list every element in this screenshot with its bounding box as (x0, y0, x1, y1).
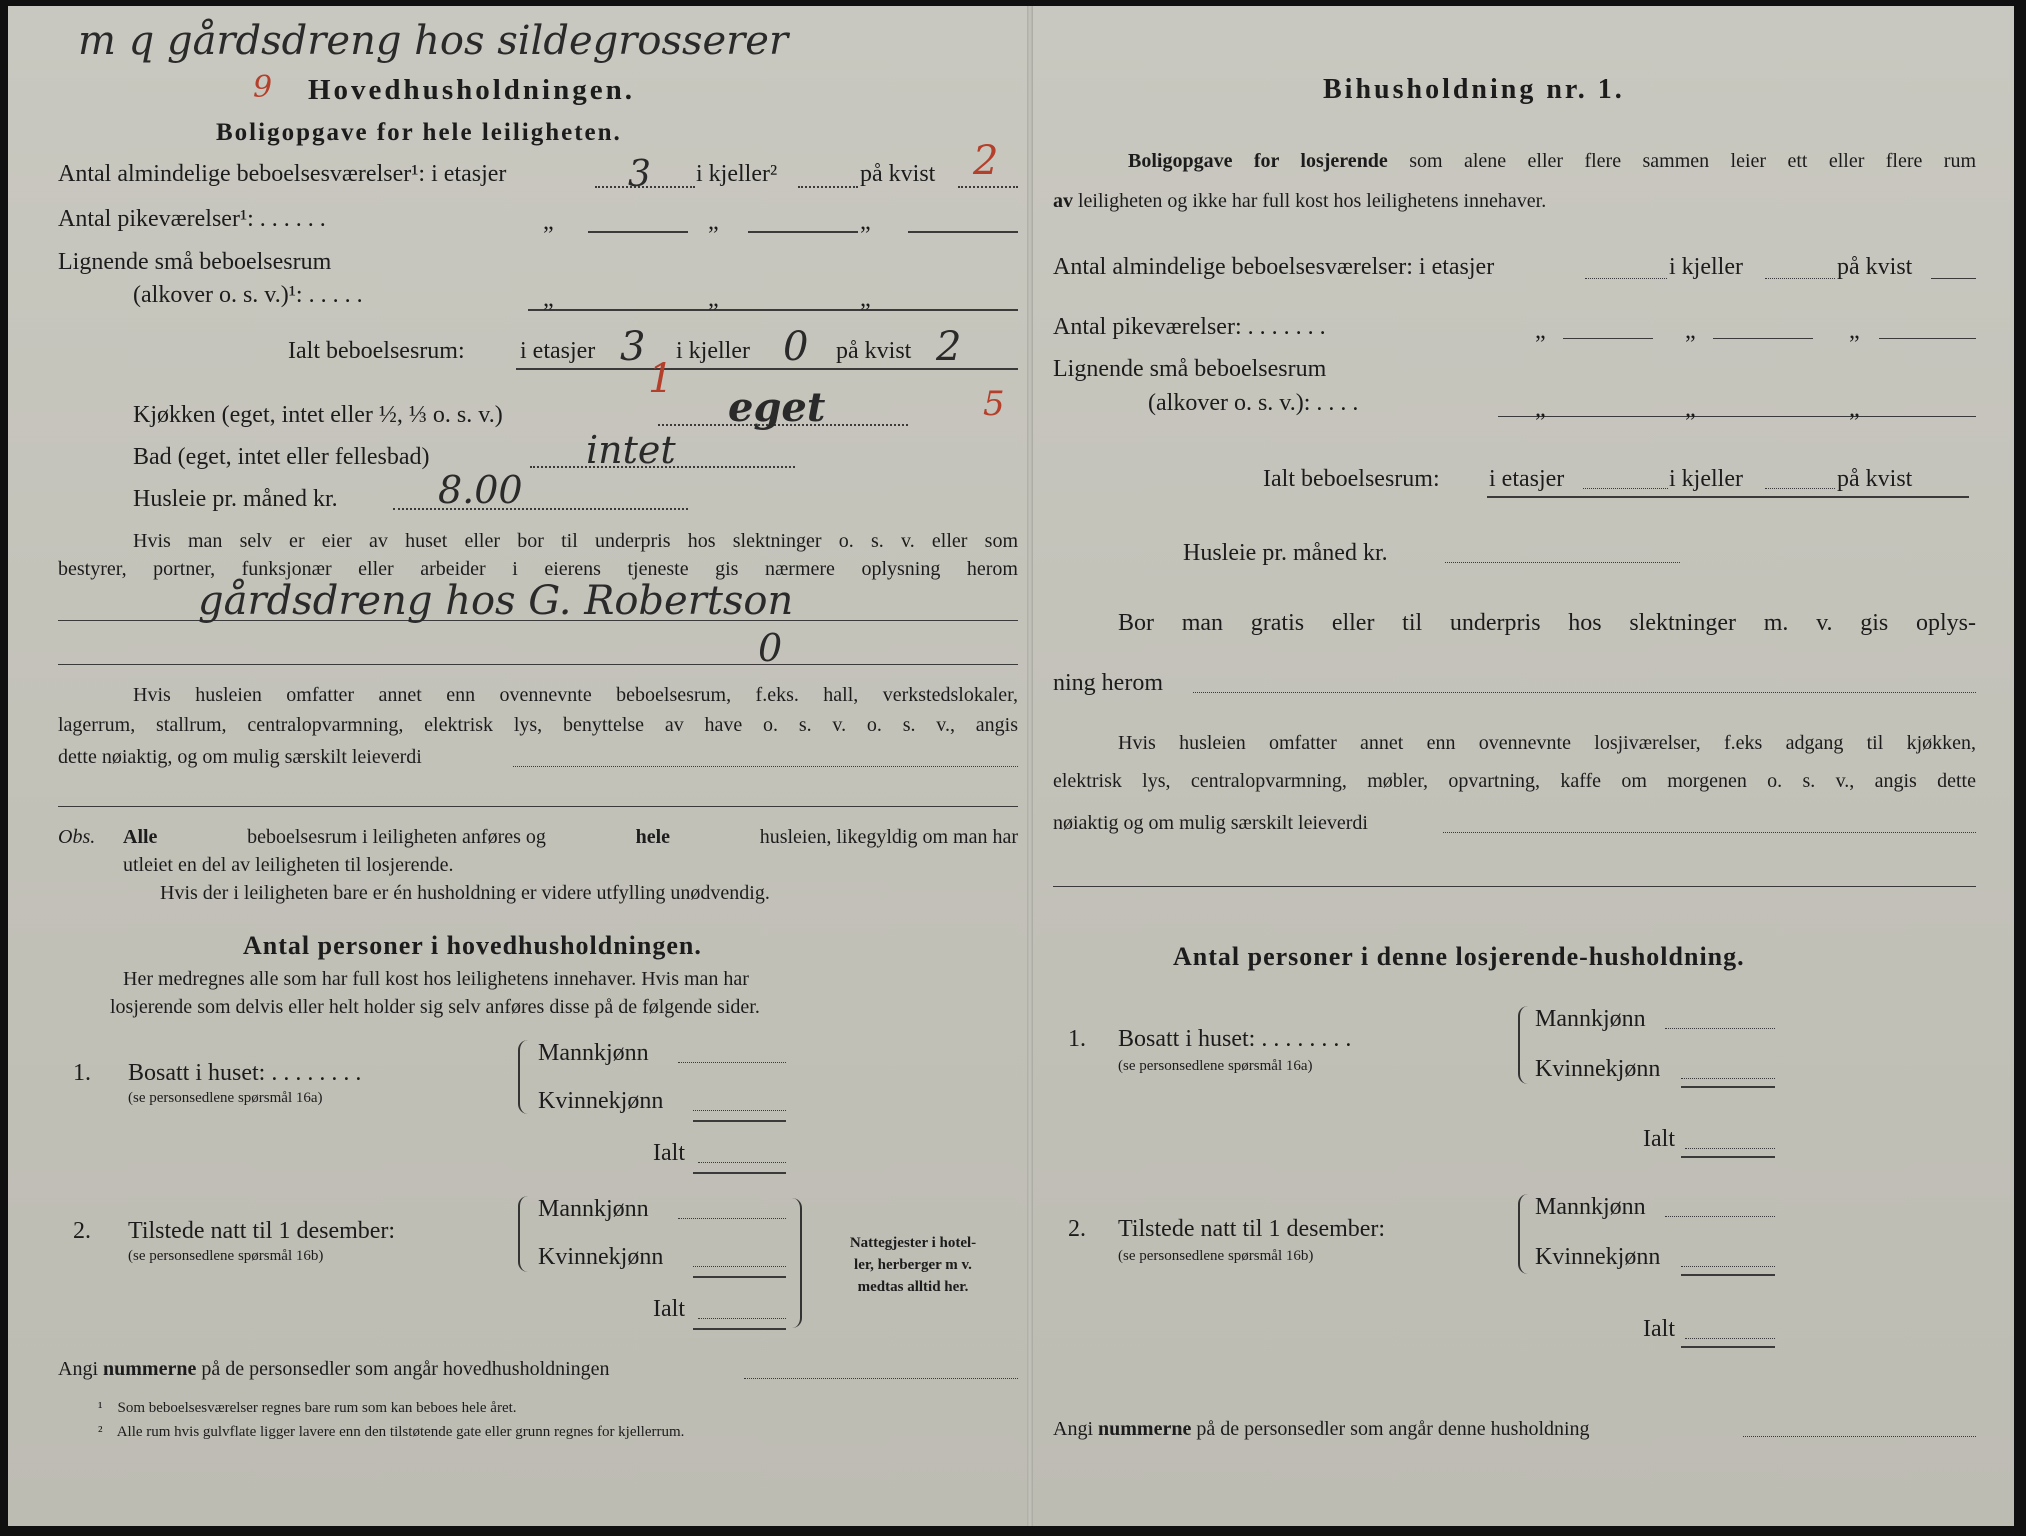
row-beboelsesvaerelser-label: Antal almindelige beboelsesværelser: i etasjer (1053, 254, 1495, 280)
question-2-number: 2. (73, 1218, 91, 1244)
ditto-mark: „ (1535, 396, 1546, 422)
obs-line-2: utleiet en del av leiligheten til losjerende. (123, 854, 454, 876)
footnote-2 (98, 1424, 684, 1441)
personer-title: Antal personer i hovedhusholdningen. (243, 931, 702, 960)
q1-sum-line (1681, 1086, 1775, 1088)
page-fold (1027, 6, 1033, 1526)
question-1-number: 1. (73, 1060, 91, 1086)
footnote-1-text: Som beboelsesværelser regnes bare rum som kan beboes hele året. (117, 1400, 517, 1416)
ditto-mark: „ (708, 209, 719, 235)
personer-text-2: losjerende som delvis eller helt holder sig selv anføres disse på de følgende sider. (110, 996, 760, 1018)
pike-etasjer-field[interactable] (1563, 338, 1653, 339)
ditto-mark: „ (860, 209, 871, 235)
ialt-kjeller-value: 0 (783, 324, 809, 370)
page-title: Bihusholdning nr. 1. (1323, 74, 1625, 105)
footnote-2-marker: ² (98, 1424, 103, 1440)
ditto-mark: „ (1849, 396, 1860, 422)
q2-mann-field[interactable] (1665, 1216, 1775, 1217)
obs-text: husleien, likegyldig om man har (759, 826, 1018, 848)
obs-line-3: Hvis der i leiligheten bare er én husholdning er videre utfylling unødvendig. (160, 882, 770, 904)
angi-text: på de personsedler som angår hovedhusholdningen (201, 1358, 610, 1380)
q2-mann-label: Mannkjønn (538, 1196, 649, 1222)
nattegjester-note (808, 1232, 1018, 1298)
q1-mann-label: Mannkjønn (538, 1040, 649, 1066)
pike-etasjer-field[interactable] (588, 231, 688, 233)
ialt-underline (516, 368, 1018, 370)
question-2-brace (1518, 1194, 1532, 1274)
angi-nummerne-field[interactable] (744, 1378, 1018, 1379)
kvist-label: på kvist (860, 161, 936, 187)
q2-sum-line (693, 1276, 786, 1278)
bad-label: Bad (eget, intet eller fellesbad) (133, 444, 430, 470)
ditto-mark: „ (543, 209, 554, 235)
omfatter-field[interactable] (1443, 832, 1976, 833)
obs-hele: hele (635, 826, 671, 848)
ditto-mark: „ (1849, 318, 1860, 344)
row-alkover-label: Lignende små beboelsesrum (1053, 356, 1327, 382)
intro-bold: av (1053, 190, 1073, 212)
ditto-mark: „ (543, 286, 554, 312)
obs-label: Obs. (58, 826, 96, 848)
angi-text: Angi (58, 1358, 98, 1380)
page-subtitle: Boligopgave for hele leiligheten. (216, 119, 622, 146)
omfatter-instruction-3: dette nøiaktig, og om mulig særskilt leieverdi (58, 746, 422, 768)
q2-kvinne-field[interactable] (693, 1266, 786, 1267)
question-2-label: Tilstede natt til 1 desember: (1118, 1216, 1386, 1242)
kjeller-label: i kjeller (1669, 254, 1743, 280)
intro-text: leiligheten og ikke har full kost hos leilighetens innehaver. (1078, 190, 1547, 212)
ditto-mark: „ (1685, 318, 1696, 344)
angi-nummerne-label (1053, 1418, 1590, 1441)
pike-kvist-field[interactable] (1879, 338, 1976, 339)
q1-mann-field[interactable] (678, 1062, 786, 1063)
ditto-mark: „ (708, 286, 719, 312)
q2-ialt-line (693, 1328, 786, 1330)
q2-ialt-line (1681, 1346, 1775, 1348)
q1-ialt-field[interactable] (1685, 1148, 1775, 1149)
ialt-etasjer-label: i etasjer (1489, 466, 1565, 492)
footnote-1-marker: ¹ (98, 1400, 103, 1416)
q2-ialt-field[interactable] (698, 1318, 786, 1319)
alkover-field[interactable] (528, 309, 1018, 311)
kjokken-value: eget (728, 384, 826, 431)
ialt-kvist-label: på kvist (1837, 466, 1913, 492)
eier-value-2: 0 (758, 626, 783, 670)
alkover-field[interactable] (1498, 416, 1976, 417)
omfatter-instruction-1: Hvis husleien omfatter annet enn ovennevnte losjiværelser, f.eks adgang til kjøkken, (1118, 732, 1976, 754)
kvist-field[interactable] (958, 186, 1018, 188)
question-2-sublabel: (se personsedlene spørsmål 16b) (1118, 1248, 1314, 1264)
kjeller-field[interactable] (1765, 278, 1835, 279)
ialt-kjeller-field[interactable] (1765, 488, 1835, 489)
question-2-label: Tilstede natt til 1 desember: (128, 1218, 396, 1244)
q1-mann-label: Mannkjønn (1535, 1006, 1646, 1032)
ialt-kvist-value: 2 (936, 324, 962, 370)
right-page-bihusholdning (1053, 6, 1978, 1526)
ialt-margin-mark: 1 (648, 356, 674, 402)
ialt-etasjer-label: i etasjer (520, 338, 596, 364)
husleie-label: Husleie pr. måned kr. (133, 486, 338, 512)
question-1-sublabel: (se personsedlene spørsmål 16a) (128, 1090, 323, 1106)
angi-nummerne: nummerne (103, 1358, 197, 1380)
omfatter-instruction-1: Hvis husleien omfatter annet enn ovennevnte beboelsesrum, f.eks. hall, verkstedslokaler, (133, 684, 1018, 706)
eier-field-2[interactable] (58, 664, 1018, 665)
gratis-field[interactable] (1193, 692, 1976, 693)
q1-ialt-field[interactable] (698, 1162, 786, 1163)
personer-text-1: Her medregnes alle som har full kost hos leilighetens innehaver. Hvis man har (123, 968, 749, 990)
row-beboelsesvaerelser-label: Antal almindelige beboelsesværelser¹: i etasjer (58, 161, 507, 187)
ditto-mark: „ (1535, 318, 1546, 344)
ialt-beboelsesrum-label: Ialt beboelsesrum: (288, 338, 465, 364)
footnote-1 (98, 1400, 517, 1417)
nattegjester-line-2: ler, herberger m v. (854, 1257, 972, 1273)
q1-kvinne-field[interactable] (693, 1110, 786, 1111)
eier-instruction-2: bestyrer, portner, funksjonær eller arbeider i eierens tjeneste gis nærmere oplysning herom (58, 558, 1018, 580)
pike-kvist-field[interactable] (908, 231, 1018, 233)
gratis-instruction-2: ning herom (1053, 670, 1163, 696)
intro-line-1 (1128, 150, 1976, 173)
nattegjester-line-3: medtas alltid her. (857, 1279, 969, 1295)
ialt-kvist-label: på kvist (836, 338, 912, 364)
eier-value: gårdsdreng hos G. Robertson (198, 578, 794, 624)
etasjer-field[interactable] (1585, 278, 1667, 279)
obs-line-1 (123, 826, 1018, 849)
intro-text: som alene eller flere sammen leier ett eller flere rum (1409, 150, 1976, 172)
nattegjester-brace (788, 1198, 802, 1328)
row-pikevaerelser-label: Antal pikeværelser: . . . . . . . (1053, 314, 1326, 340)
question-1-label: Bosatt i huset: . . . . . . . . (128, 1060, 362, 1086)
angi-nummerne: nummerne (1098, 1418, 1192, 1440)
q1-ialt-label: Ialt (653, 1140, 685, 1166)
question-2-number: 2. (1068, 1216, 1086, 1242)
kjeller-field[interactable] (798, 186, 858, 188)
q1-sum-line (693, 1120, 786, 1122)
omfatter-instruction-2: lagerrum, stallrum, centralopvarmning, elektrisk lys, benyttelse av have o. s. v. o. s. v., angis (58, 714, 1018, 736)
ialt-beboelsesrum-label: Ialt beboelsesrum: (1263, 466, 1440, 492)
q2-mann-field[interactable] (678, 1218, 786, 1219)
q2-ialt-field[interactable] (1685, 1338, 1775, 1339)
left-page-hovedhusholdning (48, 6, 1018, 1526)
q2-kvinne-label: Kvinnekjønn (538, 1244, 664, 1270)
omfatter-field[interactable] (513, 766, 1018, 767)
page-title: Hovedhusholdningen. (308, 74, 635, 106)
kjeller-label: i kjeller² (696, 161, 778, 187)
q2-kvinne-field[interactable] (1681, 1266, 1775, 1267)
husleie-label: Husleie pr. måned kr. (1183, 540, 1388, 566)
angi-nummerne-field[interactable] (1743, 1436, 1976, 1437)
question-2-brace (518, 1196, 532, 1272)
q2-sum-line (1681, 1274, 1775, 1276)
kvist-field[interactable] (1931, 278, 1976, 279)
ialt-etasjer-value: 3 (620, 324, 646, 370)
eier-instruction-1: Hvis man selv er eier av huset eller bor til underpris hos slektninger o. s. v. eller som (133, 530, 1018, 552)
ialt-underline (1487, 496, 1969, 498)
angi-text: på de personsedler som angår denne husholdning (1196, 1418, 1590, 1440)
ditto-mark: „ (860, 286, 871, 312)
nattegjester-line-1: Nattegjester i hotel- (849, 1235, 977, 1251)
question-2-sublabel: (se personsedlene spørsmål 16b) (128, 1248, 324, 1264)
obs-alle: Alle (123, 826, 158, 848)
angi-nummerne-label (58, 1358, 610, 1381)
q2-mann-label: Mannkjønn (1535, 1194, 1646, 1220)
omfatter-instruction-2: elektrisk lys, centralopvarmning, møbler, opvartning, kaffe om morgenen o. s. v., angis dette (1053, 770, 1976, 792)
q1-kvinne-label: Kvinnekjønn (538, 1088, 664, 1114)
row-alkover-sublabel: (alkover o. s. v.): . . . . (1148, 390, 1359, 416)
kjokken-label: Kjøkken (eget, intet eller ½, ⅓ o. s. v.) (133, 402, 503, 428)
ialt-margin-mark: 5 (983, 384, 1005, 424)
personer-title: Antal personer i denne losjerende-husholdning. (1173, 942, 1745, 971)
q2-kvinne-label: Kvinnekjønn (1535, 1244, 1661, 1270)
pike-kjeller-field[interactable] (748, 231, 858, 233)
row-alkover-sublabel: (alkover o. s. v.)¹: . . . . . (133, 282, 363, 308)
q1-kvinne-field[interactable] (1681, 1078, 1775, 1079)
intro-line-2 (1053, 190, 1546, 213)
husleie-field[interactable] (1445, 562, 1680, 563)
question-1-brace (1518, 1006, 1532, 1084)
etasjer-value: 3 (628, 154, 651, 195)
row-pikevaerelser-label: Antal pikeværelser¹: . . . . . . (58, 206, 326, 232)
ialt-kjeller-label: i kjeller (676, 338, 750, 364)
row-alkover-label: Lignende små beboelsesrum (58, 249, 332, 275)
q1-ialt-line (693, 1172, 786, 1174)
annotation-number: 9 (253, 70, 273, 105)
omfatter-field-2[interactable] (58, 806, 1018, 807)
husleie-value: 8.00 (438, 468, 523, 512)
pike-kjeller-field[interactable] (1713, 338, 1813, 339)
omfatter-field-2[interactable] (1053, 886, 1976, 887)
ditto-mark: „ (1685, 396, 1696, 422)
q1-ialt-label: Ialt (1643, 1126, 1675, 1152)
census-sheet (8, 6, 2014, 1526)
footnote-2-text: Alle rum hvis gulvflate ligger lavere enn den tilstøtende gate eller grunn regnes for kjellerrum. (116, 1424, 685, 1440)
question-1-number: 1. (1068, 1026, 1086, 1052)
kvist-value: 2 (973, 138, 999, 184)
question-1-label: Bosatt i huset: . . . . . . . . (1118, 1026, 1352, 1052)
q2-ialt-label: Ialt (653, 1296, 685, 1322)
kvist-label: på kvist (1837, 254, 1913, 280)
q1-mann-field[interactable] (1665, 1028, 1775, 1029)
q1-ialt-line (1681, 1156, 1775, 1158)
bad-value: intet (586, 428, 676, 472)
obs-text: beboelsesrum i leiligheten anføres og (247, 826, 546, 848)
question-1-sublabel: (se personsedlene spørsmål 16a) (1118, 1058, 1313, 1074)
ialt-etasjer-field[interactable] (1583, 488, 1668, 489)
q2-ialt-label: Ialt (1643, 1316, 1675, 1342)
q1-kvinne-label: Kvinnekjønn (1535, 1056, 1661, 1082)
ialt-kjeller-label: i kjeller (1669, 466, 1743, 492)
omfatter-instruction-3: nøiaktig og om mulig særskilt leieverdi (1053, 812, 1368, 834)
gratis-instruction-1: Bor man gratis eller til underpris hos slektninger m. v. gis oplys- (1118, 610, 1976, 636)
intro-bold: Boligopgave for losjerende (1128, 150, 1388, 172)
question-1-brace (518, 1040, 532, 1114)
angi-text: Angi (1053, 1418, 1093, 1440)
annotation-top: m q gårdsdreng hos sildegrosserer (78, 18, 789, 64)
